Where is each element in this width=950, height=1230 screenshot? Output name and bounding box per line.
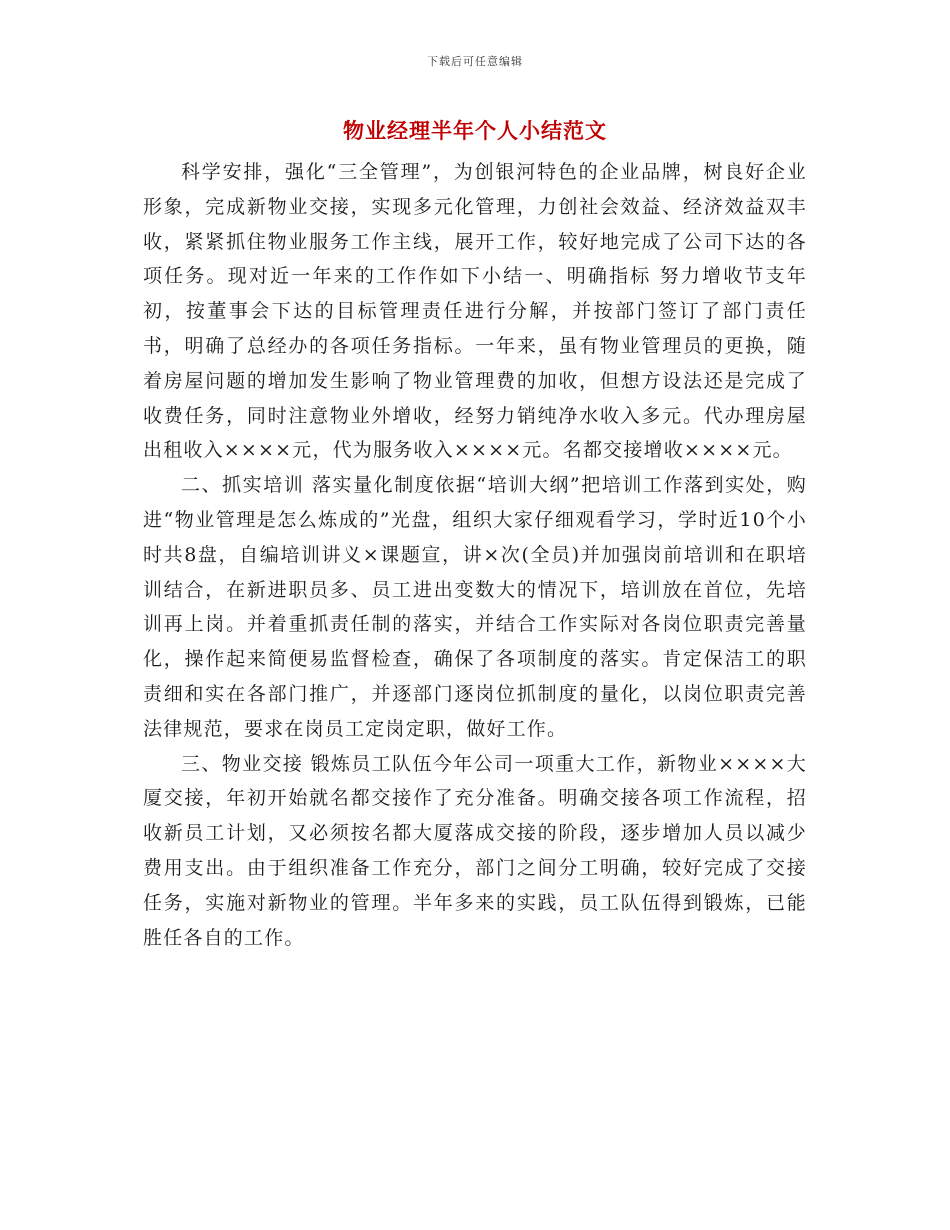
paragraph-1: 科学安排，强化“三全管理”，为创银河特色的企业品牌，树良好企业形象，完成新物业交接，实现多元化管理，力创社会效益、经济效益双丰收，紧紧抓住物业服务工作主线，展开工作，较好地完成了公司下达的各项任务。现对近一年来的工作作如下小结一、明确指标 努力增收节支年初，按董事会下达的目标管理责任进行分解，并按部门签订了部门责任书，明确了总经办的各项任务指标。一年来，虽有物业管理员的更换，随着房屋问题的增加发生影响了物业管理费的加收，但想方设法还是完成了收费任务，同时注意物业外增收，经努力销纯净水收入多元。代办理房屋出租收入××××元，代为服务收入××××元。名都交接增收××××元。	[143, 161, 807, 462]
paragraph-3: 三、物业交接 锻炼员工队伍今年公司一项重大工作，新物业××××大厦交接，年初开始就名都交接作了充分准备。明确交接各项工作流程，招收新员工计划，又必须按名都大厦落成交接的阶段，逐步增加人员以减少费用支出。由于组织准备工作充分，部门之间分工明确，较好完成了交接任务，实施对新物业的管理。半年多来的实践，员工队伍得到锻炼，已能胜任各自的工作。	[143, 752, 807, 949]
paragraph-2: 二、抓实培训 落实量化制度依据“培训大纲”把培训工作落到实处，购进“物业管理是怎么炼成的”光盘，组织大家仔细观看学习，学时近10个小时共8盘，自编培训讲义×课题宣，讲×次(全员)并加强岗前培训和在职培训结合，在新进职员多、员工进出变数大的情况下，培训放在首位，先培训再上岗。并着重抓责任制的落实，并结合工作实际对各岗位职责完善量化，操作起来简便易监督检查，确保了各项制度的落实。肯定保洁工的职责细和实在各部门推广，并逐部门逐岗位抓制度的量化，以岗位职责完善法律规范，要求在岗员工定岗定职，做好工作。	[143, 474, 807, 740]
header-note: 下载后可任意编辑	[427, 55, 523, 68]
document-title: 物业经理半年个人小结范文	[343, 118, 607, 143]
document-body	[143, 155, 807, 955]
